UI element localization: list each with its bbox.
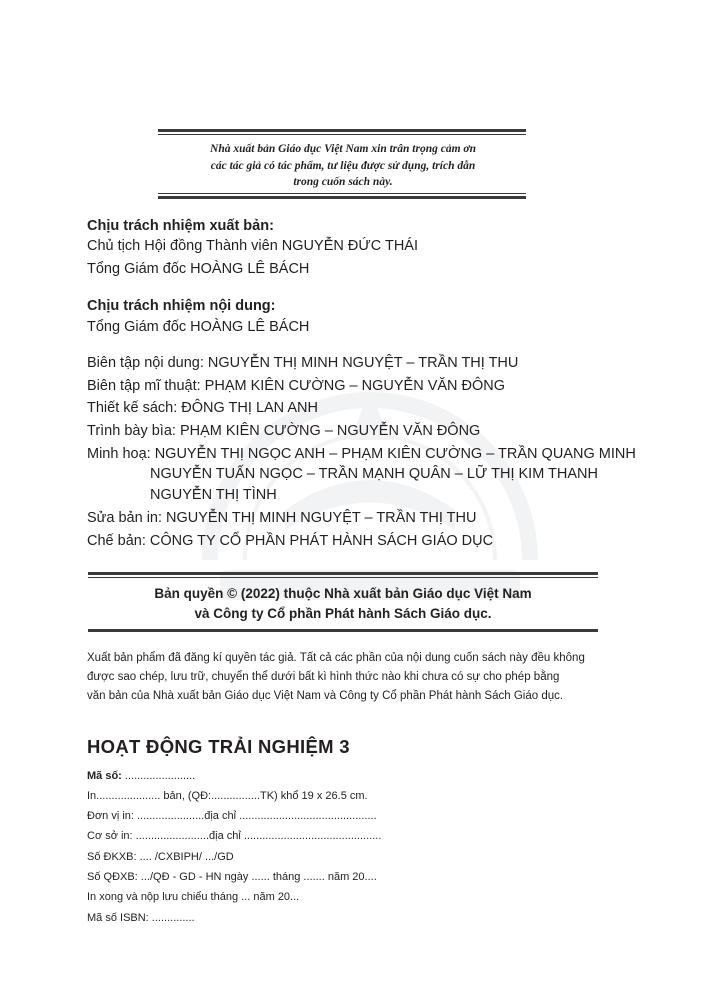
print-facility-line: Cơ sở in: ........................địa chỉ ............................................. (87, 830, 382, 842)
deposit-line: In xong và nộp lưu chiểu tháng ... năm 20... (87, 891, 300, 903)
cover-layout-credit: Trình bày bìa: PHẠM KIÊN CƯỜNG – NGUYỄN VĂN ĐÔNG (87, 423, 481, 439)
code-line (87, 770, 195, 782)
registration-line: Xuất bản phẩm đã đăng kí quyền tác giả. Tất cả các phần của nội dung cuốn sách này đều không (87, 652, 585, 664)
illustration-credit-continued: NGUYỄN TUẤN NGỌC – TRẦN MẠNH QUÂN – LỮ THỊ KIM THANH (150, 466, 598, 482)
dkxb-line: Số ĐKXB: .... /CXBIPH/ .../GD (87, 851, 234, 863)
top-rule (158, 129, 526, 132)
acknowledgement-line: Nhà xuất bản Giáo dục Việt Nam xin trân trọng cảm ơn (210, 143, 476, 155)
publishing-line: Chủ tịch Hội đồng Thành viên NGUYỄN ĐỨC THÁI (87, 238, 418, 254)
print-line: In..................... bản, (QĐ:................TK) khổ 19 x 26.5 cm. (87, 790, 368, 802)
publishing-line: Tổng Giám đốc HOÀNG LÊ BÁCH (87, 261, 310, 277)
content-editor-credit: Biên tập nội dung: NGUYỄN THỊ MINH NGUYỆT – TRẦN THỊ THU (87, 355, 519, 371)
art-editor-credit: Biên tập mĩ thuật: PHẠM KIÊN CƯỜNG – NGUYỄN VĂN ĐÔNG (87, 378, 506, 394)
top-rule-thin (158, 134, 526, 135)
registration-line: văn bản của Nhà xuất bản Giáo dục Việt Nam và Công ty Cổ phần Phát hành Sách Giáo dục. (87, 690, 564, 702)
bottom-rule-thin (158, 193, 526, 194)
book-title: HOẠT ĐỘNG TRẢI NGHIỆM 3 (87, 736, 350, 757)
code-label: Mã số: (87, 770, 122, 782)
print-unit-line: Đơn vị in: ......................địa chỉ ............................................. (87, 810, 377, 822)
book-design-credit: Thiết kế sách: ĐÔNG THỊ LAN ANH (87, 400, 318, 416)
content-line: Tổng Giám đốc HOÀNG LÊ BÁCH (87, 319, 310, 335)
acknowledgement-line: trong cuốn sách này. (293, 176, 393, 188)
registration-line: được sao chép, lưu trữ, chuyển thể dưới bất kì hình thức nào khi chưa có sự cho phép bằng (87, 671, 560, 683)
copyright-notice (88, 584, 598, 624)
copyright-line: Bản quyền © (2022) thuộc Nhà xuất bản Giáo dục Việt Nam (154, 586, 532, 601)
copyright-bottom-rule (88, 629, 598, 632)
registration-notice (87, 649, 585, 706)
copyright-top-rule-thin (88, 577, 598, 578)
proofreading-credit: Sửa bản in: NGUYỄN THỊ MINH NGUYỆT – TRẦN THỊ THU (87, 510, 477, 526)
content-responsibility-heading: Chịu trách nhiệm nội dung: (87, 298, 276, 314)
publishing-responsibility-heading: Chịu trách nhiệm xuất bản: (87, 218, 274, 234)
illustration-credit: Minh hoạ: NGUYỄN THỊ NGỌC ANH – PHẠM KIÊN CƯỜNG – TRẦN QUANG MINH (87, 446, 636, 462)
isbn-line: Mã số ISBN: .............. (87, 912, 195, 924)
acknowledgement-note (160, 141, 526, 191)
illustration-credit-continued: NGUYỄN THỊ TÌNH (150, 487, 277, 503)
code-value: ....................... (121, 770, 196, 782)
acknowledgement-line: các tác giả có tác phẩm, tư liệu được sử dụng, trích dẫn (210, 159, 476, 172)
qdxb-line: Số QĐXB: .../QĐ - GD - HN ngày ...... tháng ....... năm 20.... (87, 871, 377, 883)
typesetting-credit: Chế bản: CÔNG TY CỔ PHẦN PHÁT HÀNH SÁCH GIÁO DỤC (87, 533, 494, 549)
copyright-top-rule (88, 572, 598, 575)
copyright-line: và Công ty Cổ phần Phát hành Sách Giáo dục. (194, 606, 492, 621)
bottom-rule (158, 196, 526, 199)
